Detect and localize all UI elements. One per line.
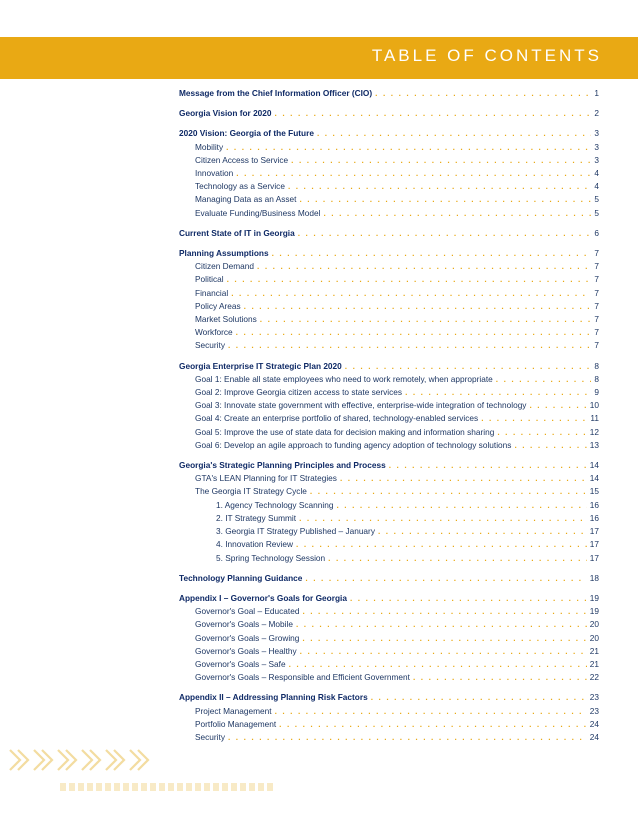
toc-entry-title: 4. Innovation Review bbox=[216, 539, 294, 550]
toc-entry-title: Financial bbox=[195, 287, 229, 298]
decorative-pattern-strip bbox=[60, 783, 275, 791]
toc-entry[interactable] bbox=[179, 373, 599, 386]
toc-entry[interactable] bbox=[179, 154, 599, 167]
toc-entry[interactable] bbox=[179, 313, 599, 326]
toc-entry[interactable] bbox=[179, 705, 599, 718]
dot-leader bbox=[227, 273, 592, 286]
toc-entry-title: Governor's Goals – Healthy bbox=[195, 645, 297, 656]
toc-entry[interactable] bbox=[179, 207, 599, 220]
toc-page-number: 17 bbox=[589, 539, 599, 550]
dot-leader bbox=[378, 525, 587, 538]
toc-entry-title: 2. IT Strategy Summit bbox=[216, 512, 297, 523]
toc-entry[interactable] bbox=[179, 618, 599, 631]
dot-leader bbox=[257, 260, 591, 273]
toc-page-number: 18 bbox=[589, 572, 599, 583]
toc-page-number: 15 bbox=[589, 486, 599, 497]
dot-leader bbox=[497, 426, 586, 439]
toc-entry-title: Citizen Access to Service bbox=[195, 154, 289, 165]
dot-leader bbox=[244, 300, 592, 313]
dot-leader bbox=[291, 154, 591, 167]
toc-entry-title: Goal 4: Create an enterprise portfolio of shared, technology-enabled services bbox=[195, 413, 479, 424]
toc-entry[interactable] bbox=[179, 141, 599, 154]
toc-entry-title: Portfolio Management bbox=[195, 718, 277, 729]
dot-leader bbox=[405, 386, 591, 399]
toc-entry[interactable] bbox=[179, 538, 599, 551]
toc-entry-title: Georgia Vision for 2020 bbox=[179, 108, 272, 119]
toc-section bbox=[179, 127, 599, 219]
dot-leader bbox=[305, 572, 586, 585]
toc-entry[interactable] bbox=[179, 645, 599, 658]
dot-leader bbox=[300, 645, 587, 658]
toc-entry-title: Georgia Enterprise IT Strategic Plan 2020 bbox=[179, 360, 342, 371]
dot-leader bbox=[371, 691, 587, 704]
dot-leader bbox=[272, 247, 592, 260]
dot-leader bbox=[302, 605, 586, 618]
dot-leader bbox=[481, 412, 587, 425]
toc-page-number: 7 bbox=[594, 248, 599, 259]
toc-entry-title: Appendix I – Governor's Goals for Georgia bbox=[179, 592, 347, 603]
toc-entry[interactable] bbox=[179, 260, 599, 273]
toc-entry-title: Managing Data as an Asset bbox=[195, 194, 297, 205]
toc-page-number: 20 bbox=[589, 619, 599, 630]
toc-page-number: 22 bbox=[589, 672, 599, 683]
dot-leader bbox=[236, 326, 592, 339]
toc-entry-title: Security bbox=[195, 731, 225, 742]
toc-page-number: 5 bbox=[594, 207, 599, 218]
toc-entry[interactable] bbox=[179, 273, 599, 286]
dot-leader bbox=[328, 552, 587, 565]
toc-page-number: 21 bbox=[589, 658, 599, 669]
dot-leader bbox=[231, 287, 591, 300]
toc-entry-title: Current State of IT in Georgia bbox=[179, 227, 295, 238]
toc-page-number: 7 bbox=[594, 300, 599, 311]
toc-section-heading[interactable] bbox=[179, 572, 599, 585]
toc-entry-title: Mobility bbox=[195, 141, 224, 152]
toc-page-number: 13 bbox=[589, 439, 599, 450]
dot-leader bbox=[310, 485, 587, 498]
toc-entry-title: Goal 2: Improve Georgia citizen access to state services bbox=[195, 387, 403, 398]
toc-page-number: 23 bbox=[589, 705, 599, 716]
toc-section-heading[interactable] bbox=[179, 360, 599, 373]
toc-entry-title: Market Solutions bbox=[195, 314, 257, 325]
toc-entry-title: Governor's Goals – Mobile bbox=[195, 619, 293, 630]
toc-page-number: 23 bbox=[589, 692, 599, 703]
dot-leader bbox=[496, 373, 592, 386]
toc-page-number: 24 bbox=[589, 731, 599, 742]
toc-page-number: 8 bbox=[594, 360, 599, 371]
toc-section bbox=[179, 107, 599, 120]
toc-entry[interactable] bbox=[179, 399, 599, 412]
toc-page-number: 3 bbox=[594, 154, 599, 165]
dot-leader bbox=[323, 207, 591, 220]
toc-entry-title: Goal 3: Innovate state government with effective, enterprise-wide integration of technology bbox=[195, 400, 527, 411]
toc-entry-title: Governor's Goal – Educated bbox=[195, 606, 300, 617]
toc-section-heading[interactable] bbox=[179, 107, 599, 120]
dot-leader bbox=[228, 731, 587, 744]
toc-entry-title: 1. Agency Technology Scanning bbox=[216, 499, 334, 510]
toc-entry[interactable] bbox=[179, 658, 599, 671]
toc-entry[interactable] bbox=[179, 326, 599, 339]
toc-entry-title: Security bbox=[195, 340, 225, 351]
toc-entry-title: GTA's LEAN Planning for IT Strategies bbox=[195, 473, 337, 484]
dot-leader bbox=[228, 339, 591, 352]
toc-entry[interactable] bbox=[179, 287, 599, 300]
toc-entry-title: Appendix II – Addressing Planning Risk Factors bbox=[179, 692, 368, 703]
toc-page-number: 14 bbox=[589, 460, 599, 471]
toc-entry-title: Technology Planning Guidance bbox=[179, 572, 303, 583]
toc-entry-title: Goal 6: Develop an agile approach to funding agency adoption of technology solutions bbox=[195, 439, 512, 450]
dot-leader bbox=[288, 180, 591, 193]
toc-entry-title: Project Management bbox=[195, 705, 272, 716]
toc-entry[interactable] bbox=[179, 499, 599, 512]
toc-entry-title: Goal 1: Enable all state employees who need to work remotely, when appropriate bbox=[195, 373, 493, 384]
toc-entry-title: Message from the Chief Information Officer (CIO) bbox=[179, 88, 373, 98]
toc-entry-title: The Georgia IT Strategy Cycle bbox=[195, 486, 307, 497]
toc-page-number: 4 bbox=[594, 168, 599, 179]
toc-entry-title: Governor's Goals – Responsible and Efficient Government bbox=[195, 672, 410, 683]
toc-section-heading[interactable] bbox=[179, 227, 599, 240]
dot-leader bbox=[317, 127, 591, 140]
toc-entry[interactable] bbox=[179, 485, 599, 498]
dot-leader bbox=[514, 439, 586, 452]
dot-leader bbox=[336, 499, 586, 512]
toc-page-number: 3 bbox=[594, 141, 599, 152]
toc-page-number: 16 bbox=[589, 499, 599, 510]
toc-entry[interactable] bbox=[179, 718, 599, 731]
dot-leader bbox=[389, 459, 587, 472]
table-of-contents bbox=[179, 87, 599, 751]
dot-leader bbox=[345, 360, 592, 373]
dot-leader bbox=[275, 705, 587, 718]
dot-leader bbox=[299, 512, 587, 525]
toc-page-number: 8 bbox=[594, 373, 599, 384]
toc-entry-title: Technology as a Service bbox=[195, 181, 285, 192]
toc-entry[interactable] bbox=[179, 605, 599, 618]
toc-section-heading[interactable] bbox=[179, 691, 599, 704]
toc-page-number: 14 bbox=[589, 473, 599, 484]
toc-section bbox=[179, 459, 599, 565]
toc-entry-title: 5. Spring Technology Session bbox=[216, 552, 326, 563]
toc-entry[interactable] bbox=[179, 439, 599, 452]
toc-section bbox=[179, 572, 599, 585]
toc-page-number: 19 bbox=[589, 606, 599, 617]
toc-entry[interactable] bbox=[179, 552, 599, 565]
toc-page-number: 7 bbox=[594, 274, 599, 285]
toc-page-number: 19 bbox=[589, 592, 599, 603]
toc-section-heading[interactable] bbox=[179, 247, 599, 260]
dot-leader bbox=[299, 193, 591, 206]
toc-entry[interactable] bbox=[179, 512, 599, 525]
dot-leader bbox=[298, 227, 592, 240]
toc-page-number: 7 bbox=[594, 261, 599, 272]
toc-page-number: 24 bbox=[589, 718, 599, 729]
toc-section bbox=[179, 247, 599, 353]
toc-entry[interactable] bbox=[179, 671, 599, 684]
toc-entry-title: 3. Georgia IT Strategy Published – January bbox=[216, 526, 375, 537]
toc-entry-title: Political bbox=[195, 274, 224, 285]
toc-page-number: 4 bbox=[594, 181, 599, 192]
toc-section bbox=[179, 87, 599, 100]
toc-page-number: 9 bbox=[594, 387, 599, 398]
dot-leader bbox=[529, 399, 586, 412]
dot-leader bbox=[375, 87, 591, 100]
toc-page-number: 7 bbox=[594, 314, 599, 325]
toc-entry[interactable] bbox=[179, 731, 599, 744]
page-title: TABLE OF CONTENTS bbox=[371, 46, 602, 65]
toc-entry-title: Evaluate Funding/Business Model bbox=[195, 207, 321, 218]
dot-leader bbox=[340, 472, 587, 485]
toc-page-number: 6 bbox=[594, 227, 599, 238]
toc-section-heading[interactable] bbox=[179, 87, 599, 100]
toc-page-number: 7 bbox=[594, 340, 599, 351]
toc-entry-title: Innovation bbox=[195, 168, 234, 179]
toc-entry[interactable] bbox=[179, 300, 599, 313]
toc-entry-title: Goal 5: Improve the use of state data for decision making and information sharing bbox=[195, 426, 495, 437]
dot-leader bbox=[296, 618, 587, 631]
toc-page-number: 11 bbox=[590, 413, 599, 424]
toc-page-number: 10 bbox=[589, 400, 599, 411]
toc-entry[interactable] bbox=[179, 632, 599, 645]
toc-page-number: 12 bbox=[589, 426, 599, 437]
toc-entry-title: Planning Assumptions bbox=[179, 248, 269, 259]
toc-section bbox=[179, 592, 599, 684]
dot-leader bbox=[296, 538, 587, 551]
toc-section-heading[interactable] bbox=[179, 459, 599, 472]
toc-entry[interactable] bbox=[179, 386, 599, 399]
toc-page-number: 5 bbox=[594, 194, 599, 205]
dot-leader bbox=[226, 141, 591, 154]
toc-page-number: 17 bbox=[589, 526, 599, 537]
toc-entry[interactable] bbox=[179, 472, 599, 485]
toc-entry-title: Governor's Goals – Growing bbox=[195, 632, 300, 643]
toc-entry-title: Policy Areas bbox=[195, 300, 241, 311]
toc-entry-title: Georgia's Strategic Planning Principles and Process bbox=[179, 460, 386, 471]
toc-page-number: 7 bbox=[594, 287, 599, 298]
toc-entry[interactable] bbox=[179, 525, 599, 538]
dot-leader bbox=[413, 671, 587, 684]
toc-entry[interactable] bbox=[179, 180, 599, 193]
dot-leader bbox=[260, 313, 592, 326]
toc-entry[interactable] bbox=[179, 426, 599, 439]
toc-page-number: 16 bbox=[589, 512, 599, 523]
toc-page-number: 21 bbox=[589, 645, 599, 656]
dot-leader bbox=[275, 107, 592, 120]
header-banner bbox=[0, 37, 638, 79]
toc-entry-title: Citizen Demand bbox=[195, 261, 255, 272]
dot-leader bbox=[289, 658, 587, 671]
dot-leader bbox=[279, 718, 587, 731]
toc-entry[interactable] bbox=[179, 193, 599, 206]
toc-entry[interactable] bbox=[179, 339, 599, 352]
dot-leader bbox=[350, 592, 587, 605]
toc-page-number: 1 bbox=[594, 88, 599, 98]
dot-leader bbox=[302, 632, 586, 645]
chevron-pattern-icon bbox=[8, 748, 158, 772]
toc-section bbox=[179, 227, 599, 240]
toc-page-number: 20 bbox=[589, 632, 599, 643]
toc-section-heading[interactable] bbox=[179, 127, 599, 140]
toc-entry-title: Governor's Goals – Safe bbox=[195, 658, 286, 669]
toc-entry-title: Workforce bbox=[195, 327, 233, 338]
toc-section bbox=[179, 360, 599, 452]
toc-page-number: 2 bbox=[594, 108, 599, 119]
toc-entry-title: 2020 Vision: Georgia of the Future bbox=[179, 128, 314, 139]
toc-section-heading[interactable] bbox=[179, 592, 599, 605]
toc-section bbox=[179, 691, 599, 744]
toc-page-number: 7 bbox=[594, 327, 599, 338]
dot-leader bbox=[236, 167, 591, 180]
toc-page-number: 3 bbox=[594, 128, 599, 139]
toc-entry[interactable] bbox=[179, 412, 599, 425]
toc-page-number: 17 bbox=[589, 552, 599, 563]
toc-entry[interactable] bbox=[179, 167, 599, 180]
